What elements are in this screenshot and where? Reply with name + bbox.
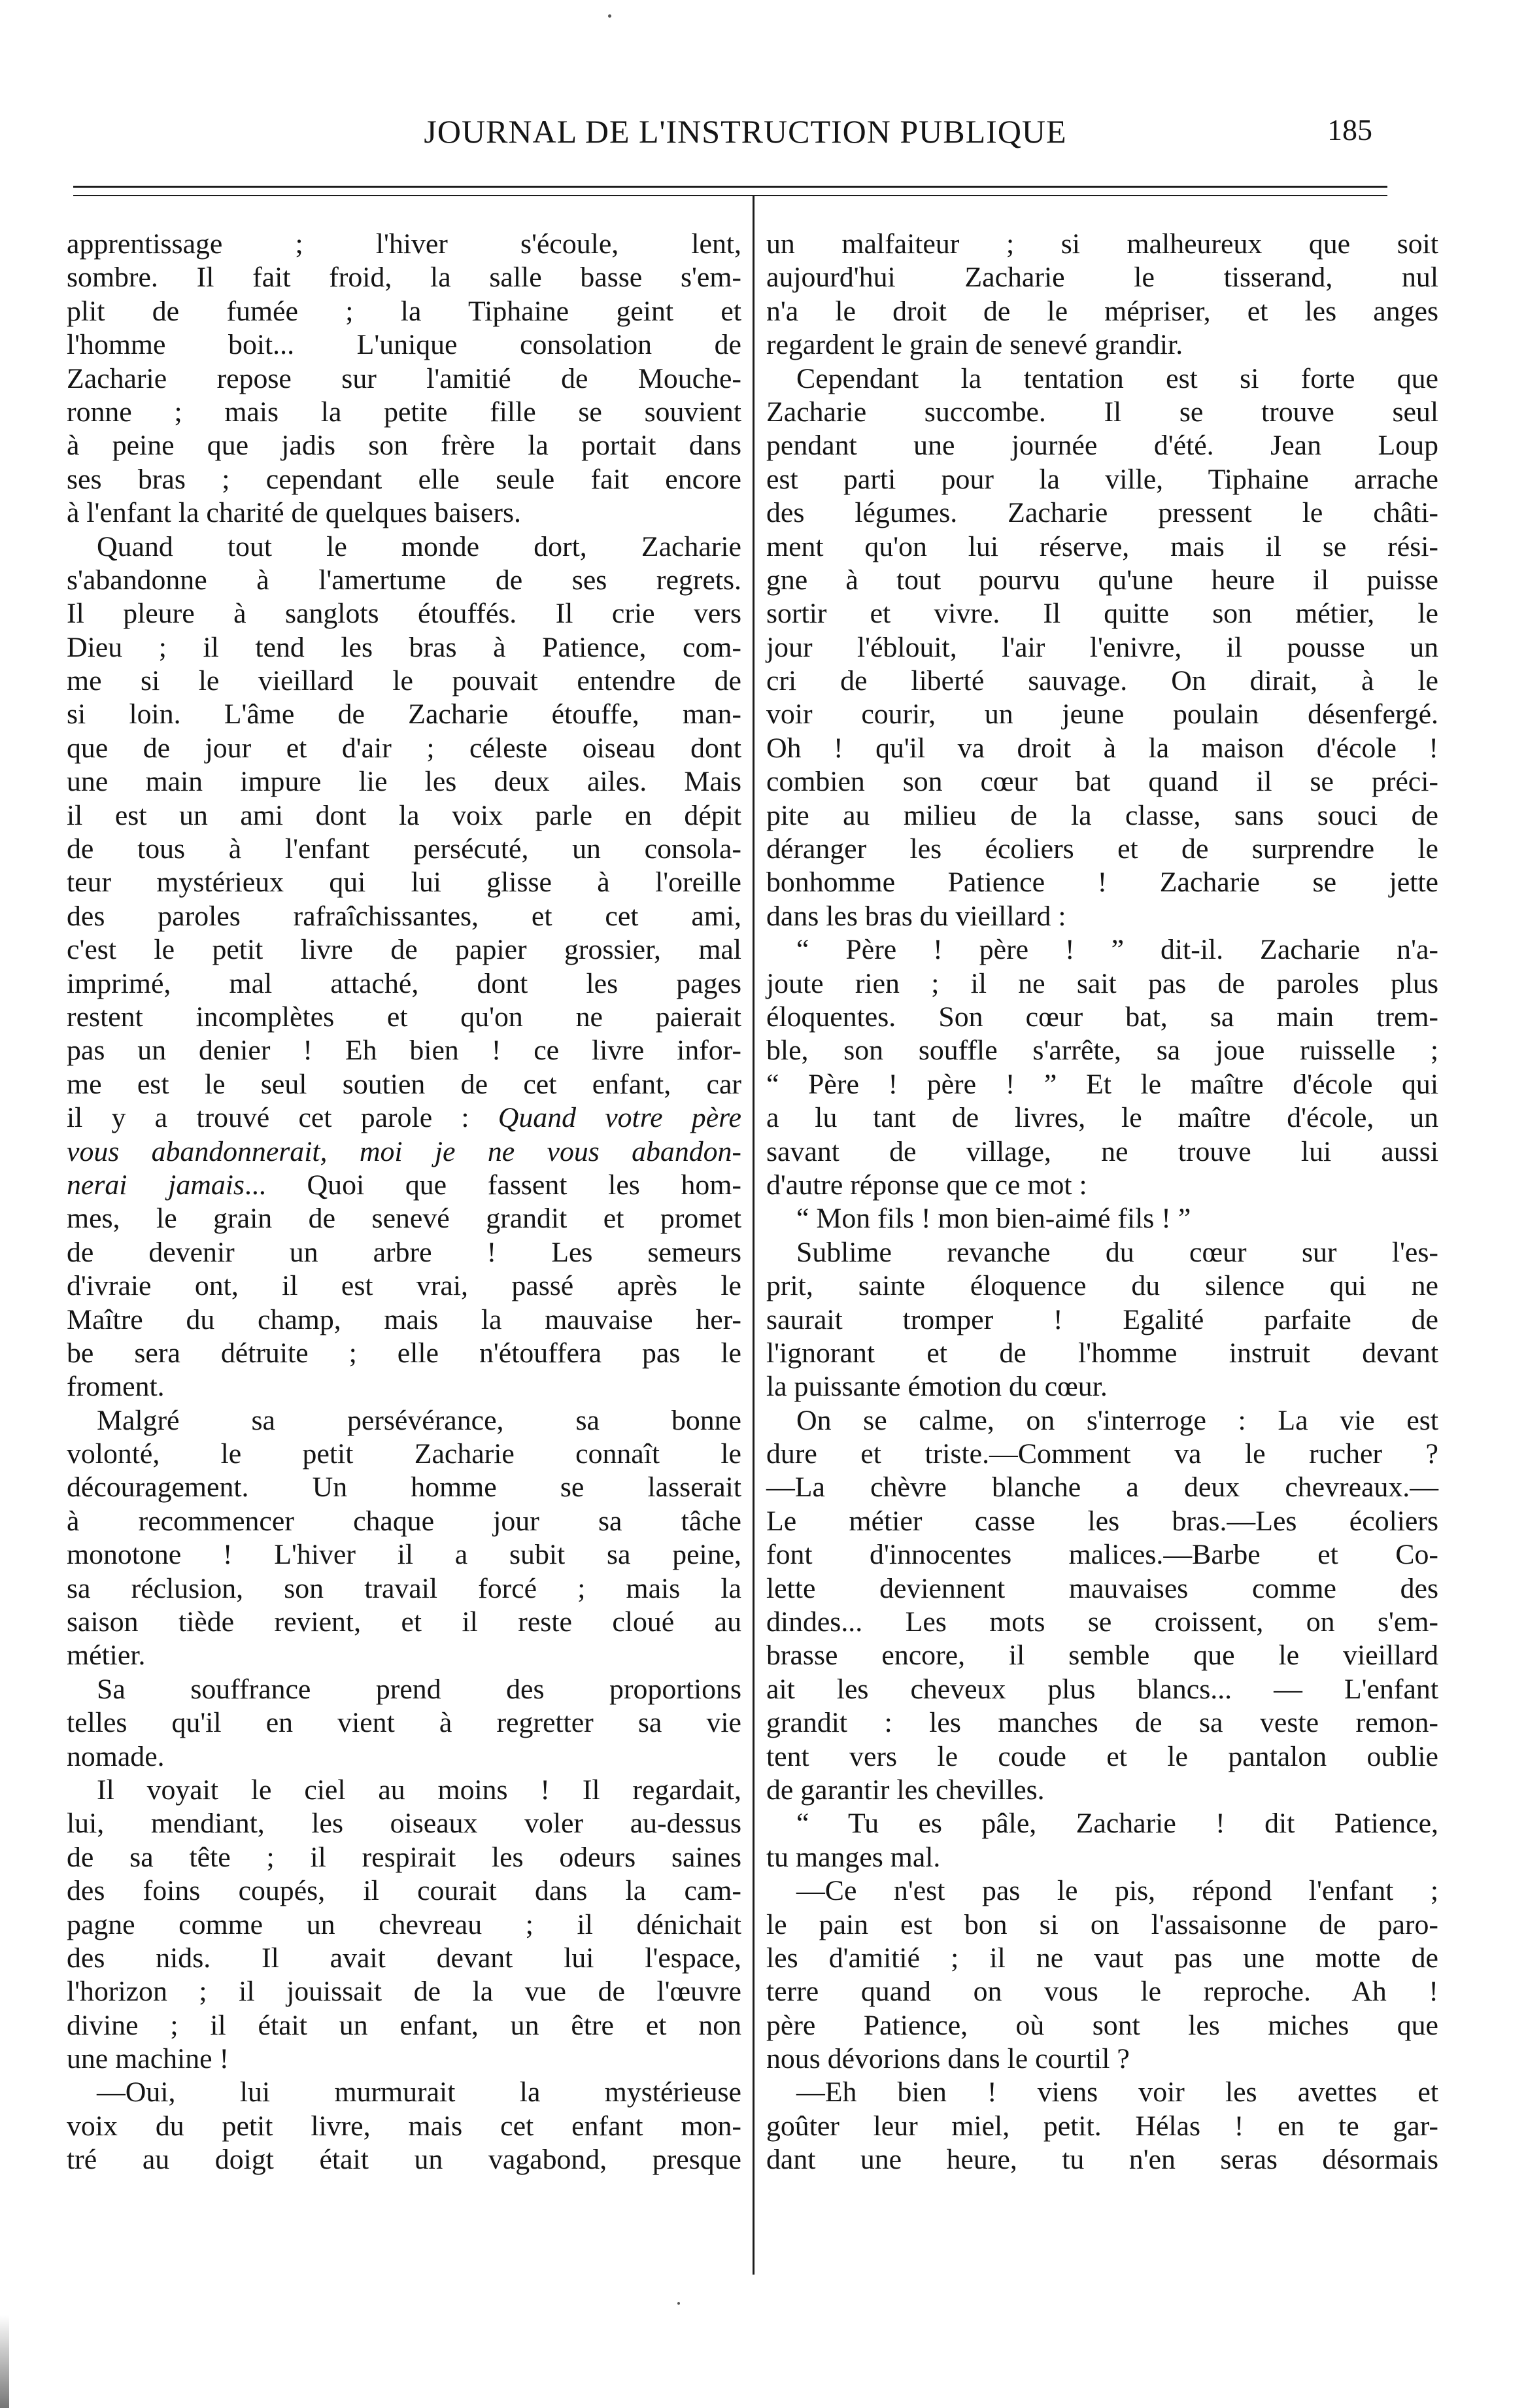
line-text: aujourd'hui Zacharie le tisserand, nul — [766, 262, 1438, 294]
line-text: découragement. Un homme se lasserait — [67, 1471, 741, 1504]
line-text: pas un denier ! Eh bien ! ce livre infor- — [67, 1035, 741, 1067]
text-line — [766, 1639, 1438, 1672]
line-text: est parti pour la ville, Tiphaine arrache — [766, 463, 1438, 495]
text-line — [766, 1975, 1438, 2008]
line-text: ble, son souffle s'arrête, sa joue ruisselle ; — [766, 1035, 1438, 1067]
line-text: cri de liberté sauvage. On dirait, à le — [766, 665, 1438, 697]
running-title: JOURNAL DE L'INSTRUCTION PUBLIQUE — [424, 113, 1067, 150]
text-line — [766, 1706, 1438, 1740]
line-text: me est le seul soutien de cet enfant, car — [67, 1068, 741, 1100]
text-line — [766, 1068, 1438, 1101]
text-line — [67, 765, 741, 799]
text-line — [766, 564, 1438, 597]
line-text: froment. — [67, 1371, 165, 1403]
line-text: de devenir un arbre ! Les semeurs — [67, 1236, 741, 1268]
text-line — [67, 866, 741, 899]
text-line — [766, 698, 1438, 731]
text-line — [67, 1639, 741, 1672]
text-line — [67, 295, 741, 328]
line-text: Il pleure à sanglots étouffés. Il crie vers — [67, 598, 741, 630]
text-line — [766, 1538, 1438, 1572]
line-text: n'a le droit de le mépriser, et les anges — [766, 295, 1438, 327]
text-line — [67, 1706, 741, 1740]
italic-text: nerai jamais — [67, 1169, 245, 1201]
line-text: be sera détruite ; elle n'étouffera pas le — [67, 1337, 741, 1369]
line-text: voix du petit livre, mais cet enfant mon- — [67, 2110, 741, 2142]
line-text: d'autre réponse que ce mot : — [766, 1169, 1087, 1201]
text-line — [67, 1673, 741, 1706]
line-text: —Eh bien ! viens voir les avettes et — [796, 2076, 1438, 2108]
text-line — [67, 664, 741, 698]
line-text: Malgré sa persévérance, sa bonne — [97, 1404, 741, 1436]
line-text: —Ce n'est pas le pis, répond l'enfant ; — [796, 1875, 1438, 1907]
text-line — [766, 1303, 1438, 1337]
line-text: que de jour et d'air ; céleste oiseau dont — [67, 732, 741, 764]
page-number: 185 — [1327, 113, 1372, 146]
text-line — [766, 1505, 1438, 1538]
text-line — [67, 362, 741, 396]
line-text: s'abandonne à l'amertume de ses regrets. — [67, 564, 741, 596]
line-text: sortir et vivre. Il quitte son métier, le — [766, 598, 1438, 630]
line-text: il est un ami dont la voix parle en dépit — [67, 799, 741, 831]
text-line — [766, 228, 1438, 261]
text-line — [67, 1538, 741, 1572]
text-line — [67, 2076, 741, 2109]
line-text: gne à tout pourvu qu'une heure il puisse — [766, 564, 1438, 596]
line-text: Sublime revanche du cœur sur l'es- — [796, 1236, 1438, 1268]
text-line — [67, 732, 741, 765]
print-speck — [677, 2302, 680, 2305]
line-text: lui, mendiant, les oiseaux voler au-dessus — [67, 1808, 741, 1840]
line-text: des nids. Il avait devant lui l'espace, — [67, 1942, 741, 1974]
line-text: Cependant la tentation est si forte que — [796, 362, 1438, 394]
text-line — [766, 2143, 1438, 2176]
text-line — [67, 799, 741, 833]
line-text: des foins coupés, il courait dans la cam- — [67, 1875, 741, 1907]
page-edge-shadow — [0, 2315, 9, 2408]
line-text: Quand tout le monde dort, Zacharie — [97, 530, 741, 562]
text-line — [766, 362, 1438, 396]
text-line — [67, 833, 741, 866]
text-line — [766, 1370, 1438, 1403]
line-text: sombre. Il fait froid, la salle basse s'em- — [67, 262, 741, 294]
text-line — [766, 429, 1438, 462]
text-line — [766, 463, 1438, 496]
text-line — [766, 1034, 1438, 1067]
text-line — [766, 2110, 1438, 2143]
text-line — [766, 664, 1438, 698]
line-text: il y a trouvé cet parole : — [67, 1102, 498, 1134]
line-text: dans les bras du vieillard : — [766, 900, 1066, 932]
line-text: tent vers le coude et le pantalon oublie — [766, 1740, 1438, 1772]
line-text: de garantir les chevilles. — [766, 1774, 1045, 1806]
line-text: ment qu'on lui réserve, mais il se rési- — [766, 530, 1438, 562]
text-line — [766, 1874, 1438, 1908]
text-line — [67, 228, 741, 261]
header-rule-top — [73, 186, 1387, 188]
text-line — [67, 1404, 741, 1437]
text-line — [766, 765, 1438, 799]
line-text: monotone ! L'hiver il a subit sa peine, — [67, 1539, 741, 1571]
text-line — [67, 1337, 741, 1370]
text-line — [766, 1135, 1438, 1169]
text-line — [67, 1370, 741, 1403]
text-line — [67, 564, 741, 597]
line-text: bonhomme Patience ! Zacharie se jette — [766, 867, 1438, 899]
text-line — [766, 933, 1438, 967]
text-line — [67, 1269, 741, 1303]
text-line — [766, 799, 1438, 833]
text-line — [67, 261, 741, 294]
line-text: une main impure lie les deux ailes. Mais — [67, 766, 741, 798]
line-text: jour l'éblouit, l'air l'enivre, il pousse un — [766, 631, 1438, 663]
text-line — [766, 1101, 1438, 1135]
text-line — [67, 463, 741, 496]
line-text: restent incomplètes et qu'on ne paierait — [67, 1001, 741, 1033]
line-text: d'ivraie ont, il est vrai, passé après le — [67, 1270, 741, 1302]
line-text: telles qu'il en vient à regretter sa vie — [67, 1707, 741, 1739]
line-text: saurait tromper ! Egalité parfaite de — [766, 1303, 1438, 1335]
text-line — [67, 2042, 741, 2076]
text-line — [67, 1169, 741, 1202]
text-line — [67, 2110, 741, 2143]
text-line — [766, 1001, 1438, 1034]
text-line — [766, 2009, 1438, 2042]
line-text: “ Mon fils ! mon bien-aimé fils ! ” — [796, 1203, 1191, 1235]
line-text: dure et triste.—Comment va le rucher ? — [766, 1438, 1438, 1470]
text-line — [67, 496, 741, 530]
line-text: —La chèvre blanche a deux chevreaux.— — [766, 1471, 1438, 1504]
text-line — [67, 1068, 741, 1101]
line-text: déranger les écoliers et de surprendre le — [766, 833, 1438, 865]
line-text: Sa souffrance prend des proportions — [97, 1673, 741, 1705]
text-line — [67, 1740, 741, 1774]
line-text: un malfaiteur ; si malheureux que soit — [766, 228, 1438, 260]
text-line — [766, 1471, 1438, 1504]
line-text: de sa tête ; il respirait les odeurs saines — [67, 1841, 741, 1873]
line-text: la puissante émotion du cœur. — [766, 1371, 1108, 1403]
line-text: ... Quoi que fassent les hom- — [244, 1169, 741, 1201]
text-line — [67, 967, 741, 1001]
line-text: à peine que jadis son frère la portait dans — [67, 430, 741, 462]
line-text: des légumes. Zacharie pressent le châti- — [766, 497, 1438, 529]
italic-text: vous abandonnerait, moi je ne vous abandon- — [67, 1135, 741, 1167]
text-line — [67, 2143, 741, 2176]
line-text: à recommencer chaque jour sa tâche — [67, 1505, 741, 1537]
line-text: font d'innocentes malices.—Barbe et Co- — [766, 1539, 1438, 1571]
text-line — [766, 866, 1438, 899]
text-line — [766, 396, 1438, 429]
line-text: nous dévorions dans le courtil ? — [766, 2043, 1130, 2075]
line-text: dindes... Les mots se croissent, on s'em- — [766, 1606, 1438, 1638]
line-text: volonté, le petit Zacharie connaît le — [67, 1438, 741, 1470]
line-text: terre quand on vous le reproche. Ah ! — [766, 1976, 1438, 2008]
line-text: goûter leur miel, petit. Hélas ! en te gar- — [766, 2110, 1438, 2142]
text-line — [67, 1942, 741, 1975]
header-rule-bottom — [73, 195, 1387, 196]
text-line — [766, 1807, 1438, 1840]
line-text: Oh ! qu'il va droit à la maison d'école ! — [766, 732, 1438, 764]
line-text: l'homme boit... L'unique consolation de — [67, 329, 741, 361]
text-line — [766, 1236, 1438, 1269]
line-text: grandit : les manches de sa veste remon- — [766, 1707, 1438, 1739]
line-text: ait les cheveux plus blancs... — L'enfant — [766, 1673, 1438, 1705]
text-line — [67, 1572, 741, 1606]
text-line — [766, 1269, 1438, 1303]
text-line — [766, 631, 1438, 664]
text-line — [766, 1606, 1438, 1639]
text-line — [67, 1101, 741, 1135]
line-text: combien son cœur bat quand il se préci- — [766, 766, 1438, 798]
text-line — [67, 933, 741, 967]
line-text: pendant une journée d'été. Jean Loup — [766, 430, 1438, 462]
line-text: —Oui, lui murmurait la mystérieuse — [97, 2076, 741, 2108]
text-line — [766, 1673, 1438, 1706]
text-line — [67, 2009, 741, 2042]
text-line — [766, 496, 1438, 530]
italic-text: Quand votre père — [498, 1102, 741, 1134]
line-text: sa réclusion, son travail forcé ; mais la — [67, 1572, 741, 1604]
line-text: éloquentes. Son cœur bat, sa main trem- — [766, 1001, 1438, 1033]
line-text: savant de village, ne trouve lui aussi — [766, 1135, 1438, 1167]
text-line — [67, 1874, 741, 1908]
text-line — [766, 328, 1438, 362]
text-line — [67, 1841, 741, 1874]
text-line — [766, 732, 1438, 765]
right-text-column — [766, 228, 1438, 2177]
text-line — [766, 967, 1438, 1001]
line-text: “ Père ! père ! ” Et le maître d'école qui — [766, 1068, 1438, 1100]
text-line — [67, 1505, 741, 1538]
line-text: c'est le petit livre de papier grossier, mal — [67, 934, 741, 966]
text-line — [766, 295, 1438, 328]
line-text: l'horizon ; il jouissait de la vue de l'œuvre — [67, 1976, 741, 2008]
line-text: dant une heure, tu n'en seras désormais — [766, 2144, 1438, 2176]
text-line — [67, 631, 741, 664]
text-line — [67, 530, 741, 564]
text-line — [67, 1303, 741, 1337]
text-line — [67, 1437, 741, 1471]
line-text: de tous à l'enfant persécuté, un consola- — [67, 833, 741, 865]
text-line — [67, 1606, 741, 1639]
text-line — [766, 2042, 1438, 2076]
text-line — [67, 1236, 741, 1269]
text-line — [67, 1807, 741, 1840]
line-text: l'ignorant et de l'homme instruit devant — [766, 1337, 1438, 1369]
line-text: mes, le grain de senevé grandit et promet — [67, 1203, 741, 1235]
line-text: Le métier casse les bras.—Les écoliers — [766, 1505, 1438, 1537]
line-text: imprimé, mal attaché, dont les pages — [67, 967, 741, 999]
text-line — [67, 429, 741, 462]
line-text: pagne comme un chevreau ; il dénichait — [67, 1908, 741, 1940]
text-line — [766, 1841, 1438, 1874]
line-text: à l'enfant la charité de quelques baisers. — [67, 497, 521, 529]
line-text: métier. — [67, 1640, 146, 1672]
line-text: voir courir, un jeune poulain désenfergé. — [766, 698, 1438, 731]
line-text: teur mystérieux qui lui glisse à l'oreille — [67, 867, 741, 899]
line-text: lette deviennent mauvaises comme des — [766, 1572, 1438, 1604]
text-line — [67, 1202, 741, 1235]
text-line — [67, 698, 741, 731]
text-line — [766, 2076, 1438, 2109]
line-text: brasse encore, il semble que le vieillard — [766, 1640, 1438, 1672]
line-text: Dieu ; il tend les bras à Patience, com- — [67, 631, 741, 663]
text-line — [766, 597, 1438, 630]
print-speck — [608, 14, 611, 18]
column-divider — [753, 196, 755, 2275]
line-text: le pain est bon si on l'assaisonne de paro- — [766, 1908, 1438, 1940]
line-text: Zacharie succombe. Il se trouve seul — [766, 396, 1438, 428]
line-text: des paroles rafraîchissantes, et cet ami, — [67, 900, 741, 932]
line-text: “ Père ! père ! ” dit-il. Zacharie n'a- — [796, 934, 1438, 966]
text-line — [67, 597, 741, 630]
text-line — [67, 1975, 741, 2008]
text-line — [766, 1572, 1438, 1606]
text-line — [766, 1404, 1438, 1437]
line-text: regardent le grain de senevé grandir. — [766, 329, 1183, 361]
line-text: une machine ! — [67, 2043, 229, 2075]
line-text: tré au doigt était un vagabond, presque — [67, 2144, 741, 2176]
line-text: les d'amitié ; il ne vaut pas une motte de — [766, 1942, 1438, 1974]
text-line — [766, 1337, 1438, 1370]
line-text: prit, sainte éloquence du silence qui ne — [766, 1270, 1438, 1302]
line-text: ses bras ; cependant elle seule fait encore — [67, 463, 741, 495]
text-line — [766, 1942, 1438, 1975]
line-text: ronne ; mais la petite fille se souvient — [67, 396, 741, 428]
line-text: divine ; il était un enfant, un être et non — [67, 2009, 741, 2041]
line-text: plit de fumée ; la Tiphaine geint et — [67, 295, 741, 327]
line-text: Il voyait le ciel au moins ! Il regardait, — [97, 1774, 741, 1806]
line-text: apprentissage ; l'hiver s'écoule, lent, — [67, 228, 741, 260]
text-line — [67, 1908, 741, 1942]
text-line — [67, 1774, 741, 1807]
line-text: tu manges mal. — [766, 1841, 941, 1873]
line-text: pite au milieu de la classe, sans souci de — [766, 799, 1438, 831]
text-line — [67, 396, 741, 429]
text-line — [766, 1740, 1438, 1774]
line-text: me si le vieillard le pouvait entendre de — [67, 665, 741, 697]
text-line — [67, 1001, 741, 1034]
text-line — [766, 1908, 1438, 1942]
line-text: “ Tu es pâle, Zacharie ! dit Patience, — [796, 1808, 1438, 1840]
text-line — [766, 1169, 1438, 1202]
line-text: saison tiède revient, et il reste cloué au — [67, 1606, 741, 1638]
text-line — [766, 1437, 1438, 1471]
left-text-column — [67, 228, 741, 2177]
line-text: a lu tant de livres, le maître d'école, un — [766, 1102, 1438, 1134]
text-line — [766, 833, 1438, 866]
text-line — [766, 1202, 1438, 1235]
text-line — [766, 530, 1438, 564]
text-line — [67, 1034, 741, 1067]
line-text: On se calme, on s'interroge : La vie est — [796, 1404, 1438, 1436]
line-text: nomade. — [67, 1740, 165, 1772]
line-text: joute rien ; il ne sait pas de paroles plus — [766, 967, 1438, 999]
text-line — [766, 1774, 1438, 1807]
text-line — [67, 1135, 741, 1169]
text-line — [67, 328, 741, 362]
text-line — [67, 1471, 741, 1504]
line-text: Maître du champ, mais la mauvaise her- — [67, 1303, 741, 1335]
line-text: père Patience, où sont les miches que — [766, 2009, 1438, 2041]
line-text: Zacharie repose sur l'amitié de Mouche- — [67, 362, 741, 394]
text-line — [766, 261, 1438, 294]
line-text: si loin. L'âme de Zacharie étouffe, man- — [67, 698, 741, 731]
text-line — [766, 900, 1438, 933]
text-line — [67, 900, 741, 933]
